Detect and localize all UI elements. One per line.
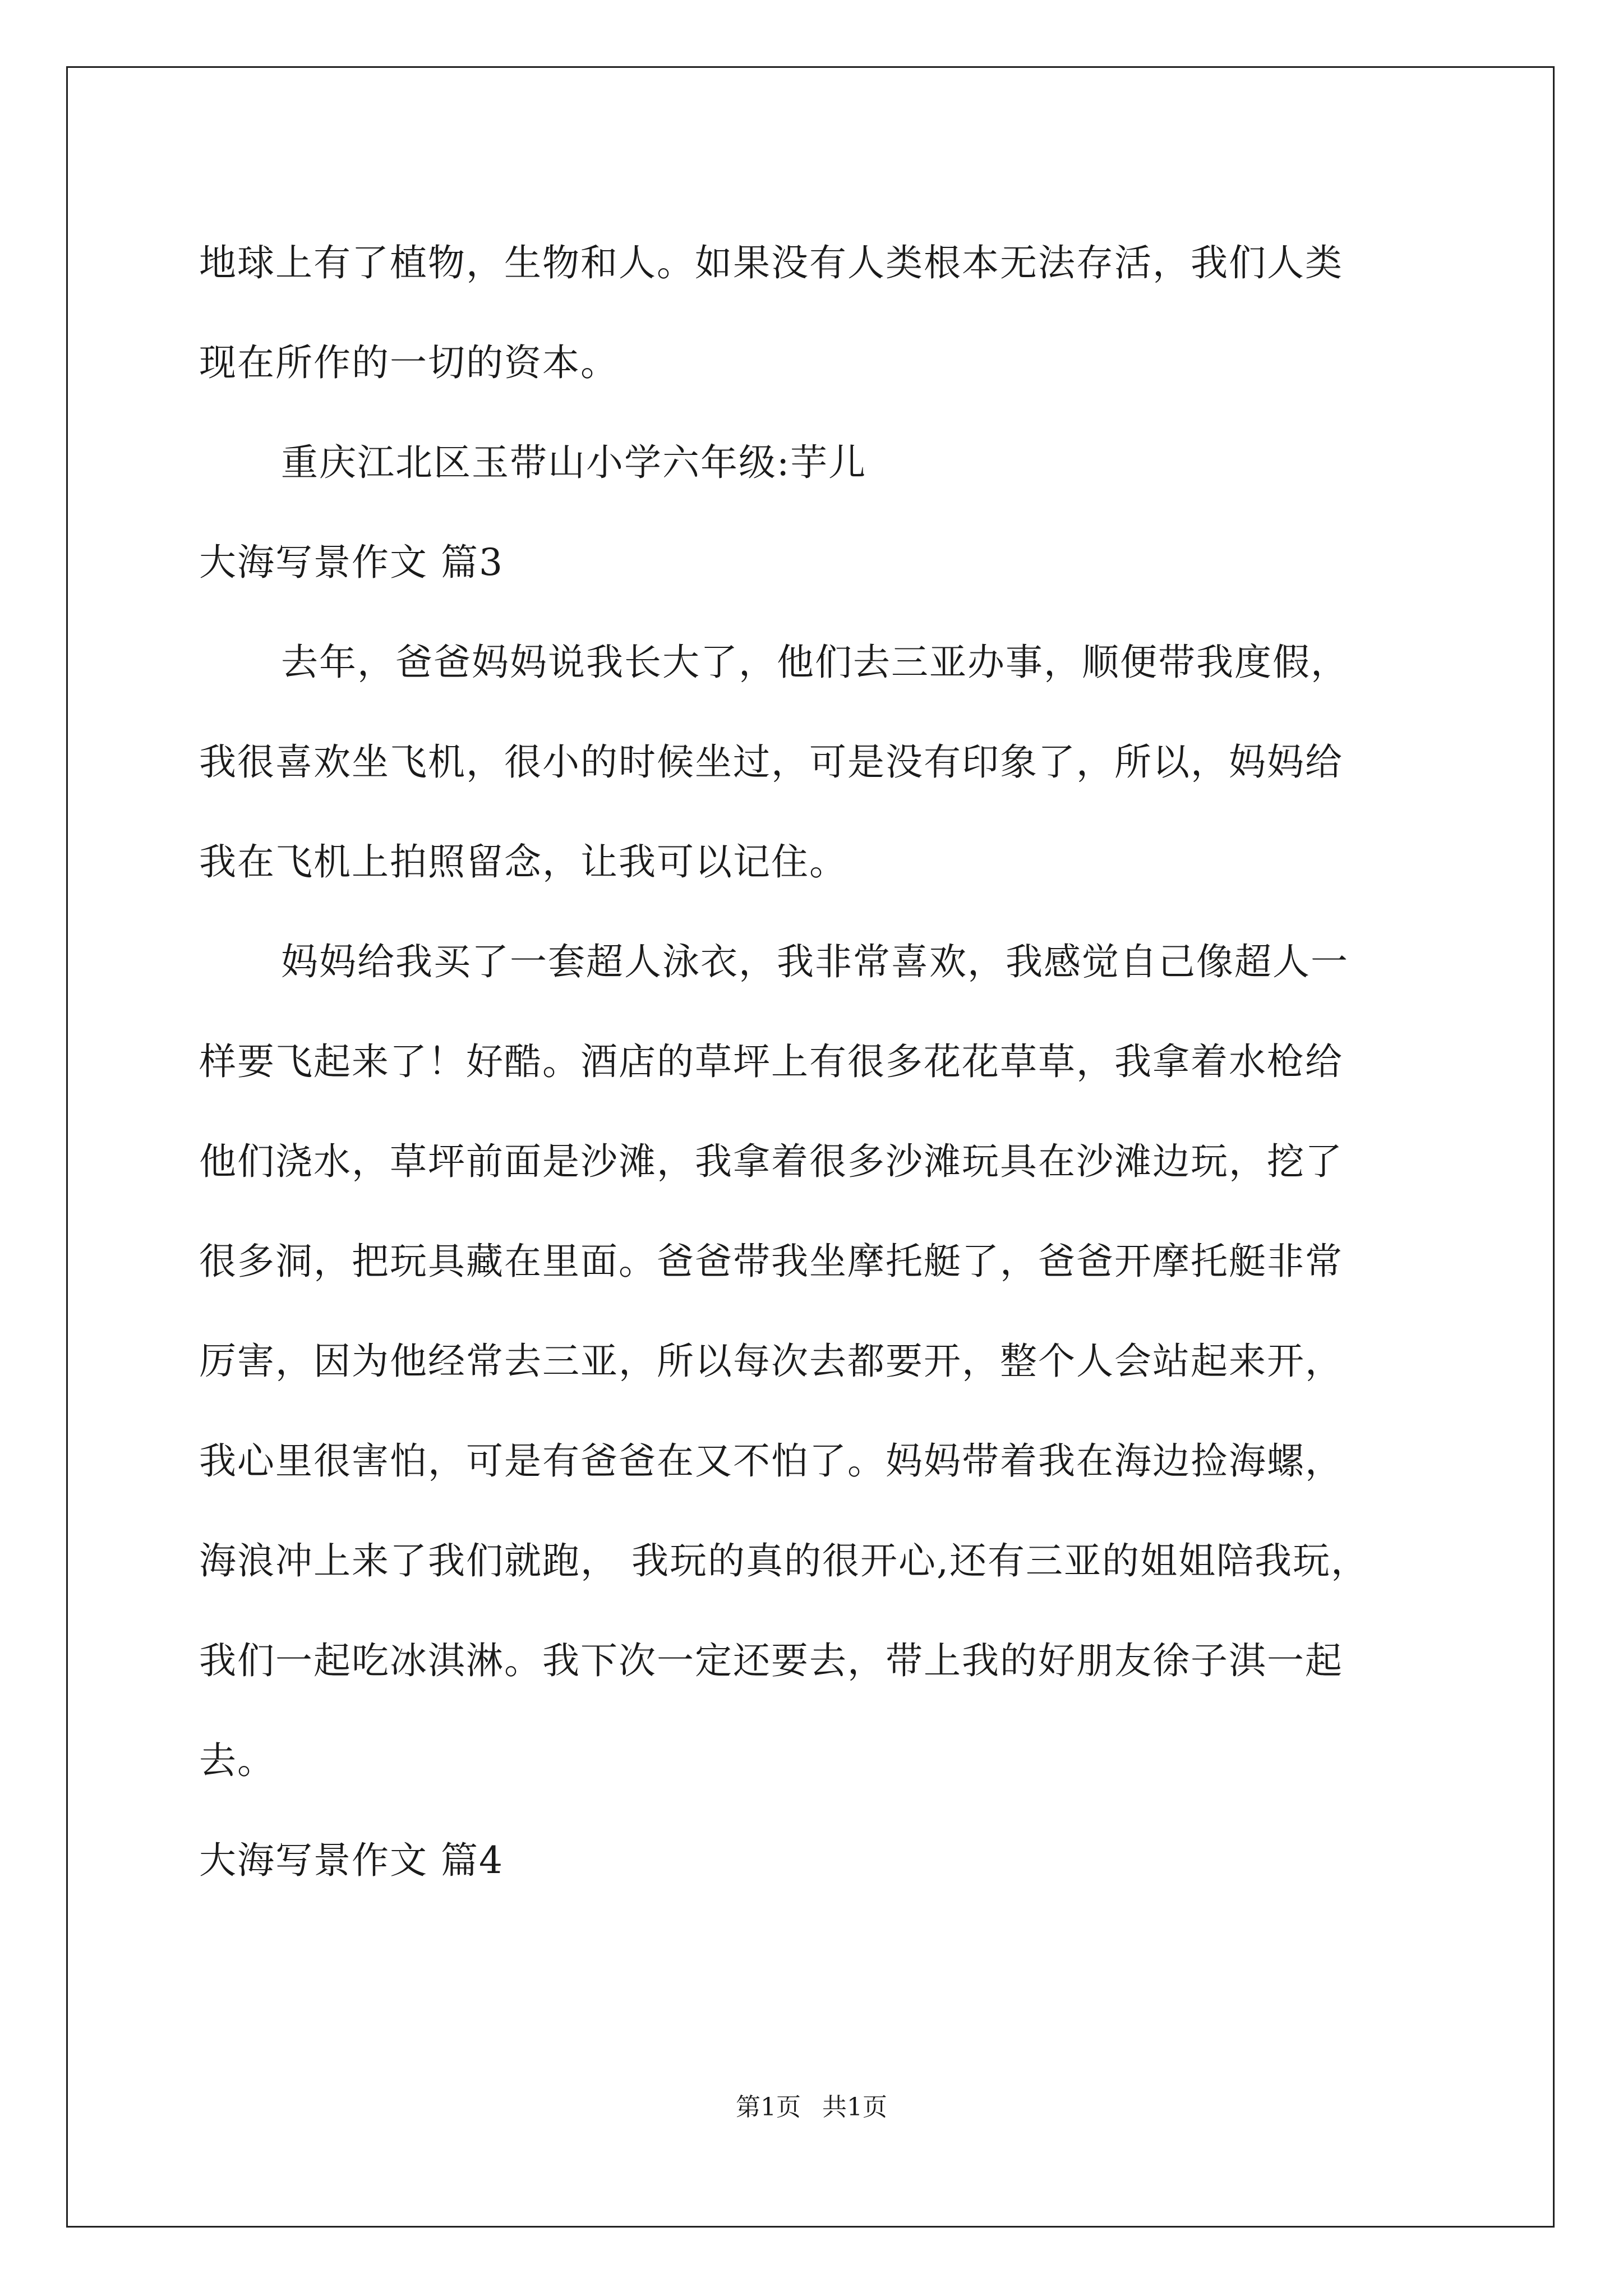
page-total: 共1页 — [822, 2093, 887, 2122]
text-line: 现在所作的一切的资本。 — [199, 341, 619, 384]
section-heading: 大海写景作文 篇4 — [199, 1839, 504, 1882]
text-line: 样要飞起来了！好酷。酒店的草坪上有很多花花草草，我拿着水枪给 — [199, 1040, 1343, 1083]
page-footer — [0, 2087, 1623, 2123]
author-line: 重庆江北区玉带山小学六年级:芋儿 — [281, 441, 867, 484]
text-line: 很多洞，把玩具藏在里面。爸爸带我坐摩托艇了，爸爸开摩托艇非常 — [199, 1240, 1343, 1283]
text-line: 我心里很害怕，可是有爸爸在又不怕了。妈妈带着我在海边捡海螺， — [199, 1439, 1343, 1483]
section-heading: 大海写景作文 篇3 — [199, 541, 504, 584]
text-line: 去年，爸爸妈妈说我长大了，他们去三亚办事，顺便带我度假， — [281, 641, 1349, 684]
page-number: 第1页 — [736, 2093, 801, 2122]
text-line: 去。 — [199, 1739, 275, 1782]
text-line: 地球上有了植物，生物和人。如果没有人类根本无法存活，我们人类 — [199, 241, 1343, 284]
document-body — [199, 213, 1433, 1911]
text-line: 海浪冲上来了我们就跑， 我玩的真的很开心,还有三亚的姐姐陪我玩， — [199, 1539, 1369, 1582]
text-line: 我们一起吃冰淇淋。我下次一定还要去，带上我的好朋友徐子淇一起 — [199, 1639, 1343, 1682]
text-line: 妈妈给我买了一套超人泳衣，我非常喜欢，我感觉自己像超人一 — [281, 940, 1349, 983]
text-line: 我在飞机上拍照留念，让我可以记住。 — [199, 840, 847, 884]
text-line: 我很喜欢坐飞机，很小的时候坐过，可是没有印象了，所以，妈妈给 — [199, 740, 1343, 784]
text-line: 他们浇水，草坪前面是沙滩，我拿着很多沙滩玩具在沙滩边玩，挖了 — [199, 1140, 1343, 1183]
text-line: 厉害，因为他经常去三亚，所以每次去都要开，整个人会站起来开， — [199, 1340, 1343, 1383]
